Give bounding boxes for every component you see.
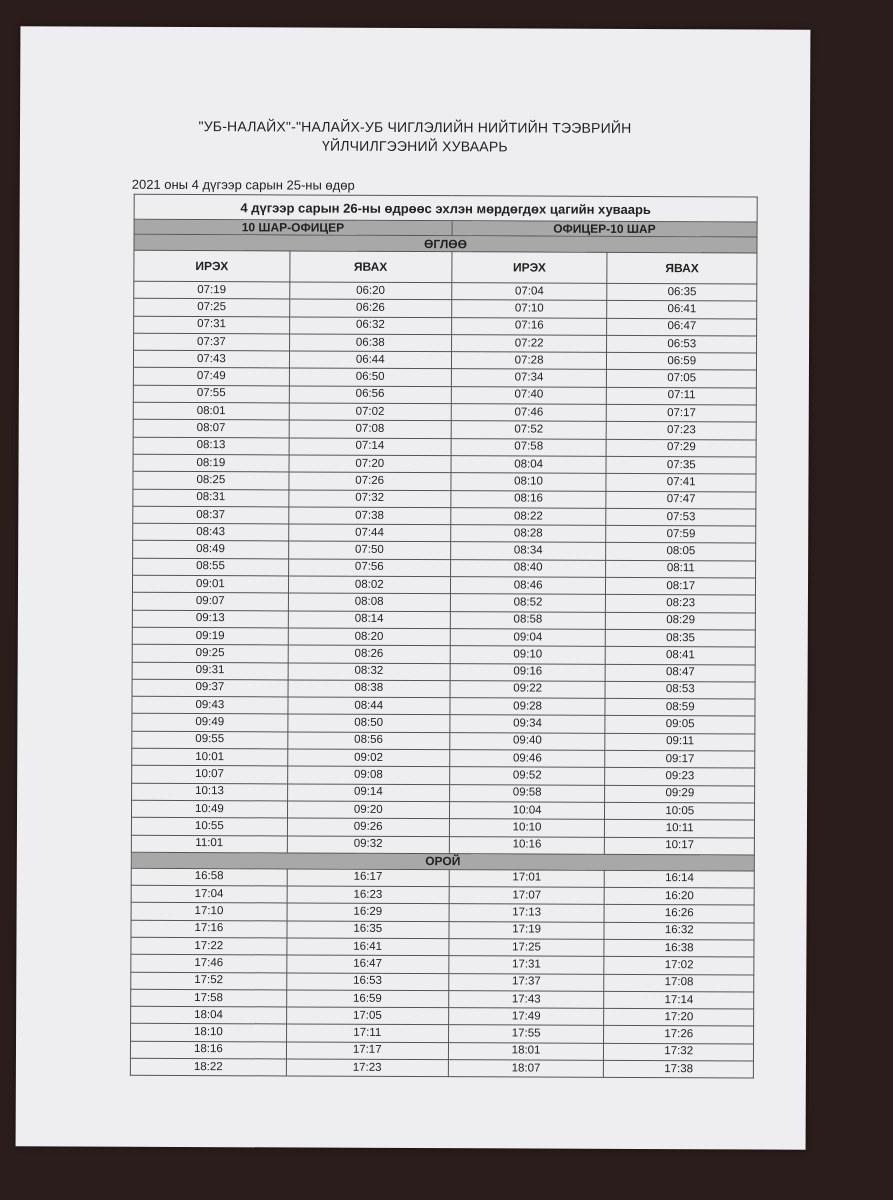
time-cell-depart-right: 06:41	[607, 301, 757, 319]
time-cell-depart-left: 09:32	[287, 835, 449, 853]
time-cell-arrive-right: 07:40	[451, 386, 607, 404]
time-cell-arrive-right: 17:55	[448, 1025, 604, 1043]
time-cell-depart-right: 07:11	[607, 387, 757, 405]
time-cell-depart-right: 16:20	[605, 887, 755, 905]
time-cell-depart-left: 16:59	[286, 990, 448, 1008]
time-cell-depart-left: 09:08	[287, 766, 449, 784]
time-cell-arrive-left: 09:55	[132, 731, 288, 749]
time-cell-depart-right: 07:53	[606, 508, 756, 526]
time-cell-depart-left: 06:26	[289, 299, 451, 317]
time-cell-arrive-right: 07:22	[451, 335, 607, 353]
time-cell-depart-right: 07:41	[606, 474, 756, 492]
time-cell-depart-right: 17:14	[604, 991, 754, 1009]
time-cell-arrive-left: 08:37	[133, 506, 289, 524]
time-cell-arrive-left: 07:19	[134, 281, 290, 299]
time-cell-depart-left: 17:11	[286, 1024, 448, 1042]
time-cell-depart-right: 09:11	[605, 733, 755, 751]
time-cell-depart-left: 07:08	[289, 420, 451, 438]
document-title	[20, 116, 810, 157]
time-cell-depart-left: 06:32	[289, 317, 451, 335]
time-cell-arrive-left: 10:49	[131, 800, 287, 818]
time-cell-arrive-right: 10:16	[449, 836, 605, 854]
time-cell-arrive-left: 07:49	[133, 368, 289, 386]
schedule-body	[130, 234, 757, 1078]
time-cell-depart-right: 06:47	[607, 318, 757, 336]
time-cell-depart-left: 16:29	[287, 903, 449, 921]
title-line-1: "УБ-НАЛАЙХ"-"НАЛАЙХ-УБ ЧИГЛЭЛИЙН НИЙТИЙН ТЭЭВРИЙН	[198, 118, 632, 136]
time-cell-depart-right: 07:59	[606, 525, 756, 543]
time-cell-arrive-right: 10:10	[449, 819, 605, 837]
time-cell-depart-left: 07:38	[289, 507, 451, 525]
time-cell-depart-right: 07:17	[607, 404, 757, 422]
date-line: 2021 оны 4 дүгээр сарын 25-ны өдөр	[131, 176, 355, 193]
time-cell-depart-left: 09:14	[287, 784, 449, 802]
time-cell-arrive-right: 17:19	[449, 921, 605, 939]
time-cell-arrive-right: 07:10	[451, 300, 607, 318]
time-cell-depart-left: 07:26	[289, 472, 451, 490]
time-cell-arrive-left: 07:55	[133, 385, 289, 403]
time-cell-depart-left: 06:50	[289, 368, 451, 386]
time-cell-arrive-left: 08:49	[133, 541, 289, 559]
time-cell-arrive-right: 07:28	[451, 352, 607, 370]
time-cell-arrive-right: 17:37	[448, 973, 604, 991]
time-cell-arrive-left: 11:01	[131, 835, 287, 853]
time-cell-depart-left: 16:47	[287, 955, 449, 973]
time-cell-arrive-right: 08:10	[451, 473, 607, 491]
time-cell-depart-right: 08:53	[605, 681, 755, 699]
time-cell-depart-right: 08:41	[606, 647, 756, 665]
time-cell-depart-right: 09:29	[605, 785, 755, 803]
time-cell-depart-right: 16:38	[604, 939, 754, 957]
time-cell-arrive-right: 17:07	[449, 887, 605, 905]
time-cell-depart-left: 06:20	[290, 282, 452, 300]
time-cell-depart-left: 16:17	[287, 869, 449, 887]
time-cell-depart-right: 16:14	[605, 870, 755, 888]
time-cell-arrive-right: 07:58	[451, 438, 607, 456]
time-cell-arrive-right: 09:10	[450, 646, 606, 664]
time-cell-depart-right: 06:35	[607, 283, 757, 301]
column-headers	[134, 250, 757, 284]
time-cell-depart-left: 08:14	[288, 611, 450, 629]
time-cell-arrive-right: 18:01	[448, 1042, 604, 1060]
time-cell-arrive-left: 07:25	[134, 299, 290, 317]
time-cell-depart-right: 07:47	[606, 491, 756, 509]
time-cell-depart-right: 09:17	[605, 750, 755, 768]
time-cell-arrive-right: 09:16	[450, 663, 606, 681]
time-cell-arrive-left: 09:19	[132, 627, 288, 645]
time-cell-arrive-left: 07:31	[134, 316, 290, 334]
time-cell-depart-left: 09:02	[287, 749, 449, 767]
time-cell-depart-right: 16:32	[604, 922, 754, 940]
time-cell-arrive-right: 08:58	[450, 611, 606, 629]
schedule-paper	[16, 26, 811, 1149]
time-cell-arrive-right: 09:46	[449, 750, 605, 768]
time-cell-arrive-left: 07:37	[134, 333, 290, 351]
title-line-2: ҮЙЛЧИЛГЭЭНИЙ ХУВААРЬ	[322, 137, 508, 155]
time-cell-depart-left: 07:02	[289, 403, 451, 421]
time-cell-arrive-right: 09:22	[450, 680, 606, 698]
time-cell-arrive-left: 08:13	[133, 437, 289, 455]
time-cell-arrive-right: 09:58	[449, 784, 605, 802]
time-cell-arrive-left: 08:43	[133, 523, 289, 541]
col-depart-right: ЯВАХ	[607, 252, 757, 284]
time-cell-depart-left: 17:17	[286, 1042, 448, 1060]
time-cell-arrive-left: 09:37	[132, 679, 288, 697]
time-cell-depart-left: 07:32	[289, 490, 451, 508]
time-cell-arrive-left: 08:25	[133, 472, 289, 490]
time-cell-depart-right: 06:59	[607, 353, 757, 371]
section-evening: ОРОЙ	[131, 852, 754, 871]
time-cell-depart-left: 08:02	[288, 576, 450, 594]
col-depart-left: ЯВАХ	[290, 251, 452, 283]
time-cell-arrive-left: 10:01	[132, 748, 288, 766]
time-cell-depart-left: 08:26	[288, 645, 450, 663]
time-cell-arrive-left: 17:46	[131, 955, 287, 973]
time-cell-arrive-right: 08:22	[450, 508, 606, 526]
time-cell-arrive-right: 09:28	[450, 698, 606, 716]
time-cell-arrive-right: 08:16	[451, 490, 607, 508]
time-cell-depart-left: 08:32	[288, 662, 450, 680]
time-cell-depart-left: 07:44	[288, 524, 450, 542]
time-cell-arrive-right: 18:07	[448, 1060, 604, 1078]
time-cell-arrive-right: 17:13	[449, 904, 605, 922]
time-cell-arrive-right: 09:34	[450, 715, 606, 733]
time-cell-depart-left: 08:56	[288, 732, 450, 750]
time-cell-arrive-right: 07:52	[451, 421, 607, 439]
time-cell-arrive-right: 07:46	[451, 404, 607, 422]
time-cell-depart-right: 10:11	[605, 820, 755, 838]
time-cell-arrive-left: 18:22	[130, 1058, 286, 1076]
time-cell-depart-right: 08:17	[606, 577, 756, 595]
time-cell-arrive-left: 08:07	[133, 420, 289, 438]
time-cell-depart-right: 17:08	[604, 974, 754, 992]
time-cell-depart-left: 08:20	[288, 628, 450, 646]
direction-right: ОФИЦЕР-10 ШАР	[452, 221, 757, 237]
time-cell-depart-right: 08:11	[606, 560, 756, 578]
time-cell-depart-right: 08:59	[605, 698, 755, 716]
time-cell-arrive-left: 10:13	[132, 783, 288, 801]
time-cell-depart-right: 07:29	[607, 439, 757, 457]
time-cell-depart-left: 08:08	[288, 593, 450, 611]
time-cell-arrive-left: 09:43	[132, 696, 288, 714]
time-cell-depart-left: 09:20	[287, 801, 449, 819]
time-cell-arrive-left: 18:10	[131, 1024, 287, 1042]
time-cell-depart-left: 16:35	[287, 921, 449, 939]
time-cell-arrive-left: 08:31	[133, 489, 289, 507]
time-cell-arrive-left: 09:07	[132, 593, 288, 611]
time-cell-arrive-right: 17:43	[448, 991, 604, 1009]
time-cell-arrive-right: 08:52	[450, 594, 606, 612]
col-arrive-left: ИРЭХ	[134, 250, 290, 282]
time-cell-depart-left: 17:05	[286, 1007, 448, 1025]
time-cell-arrive-right: 07:04	[451, 283, 607, 301]
time-cell-depart-right: 08:47	[606, 664, 756, 682]
time-cell-arrive-left: 08:55	[133, 558, 289, 576]
time-cell-depart-left: 08:44	[288, 697, 450, 715]
time-cell-arrive-left: 09:13	[132, 610, 288, 628]
schedule-table	[130, 194, 758, 1079]
time-cell-arrive-left: 09:01	[132, 575, 288, 593]
time-cell-arrive-left: 18:16	[130, 1041, 286, 1059]
time-cell-arrive-left: 07:43	[133, 350, 289, 368]
time-cell-arrive-left: 17:10	[131, 903, 287, 921]
time-cell-depart-left: 07:56	[288, 559, 450, 577]
time-cell-arrive-left: 17:04	[131, 885, 287, 903]
time-cell-arrive-right: 10:04	[449, 802, 605, 820]
time-cell-depart-right: 17:32	[604, 1043, 754, 1061]
time-cell-depart-right: 07:23	[607, 422, 757, 440]
time-cell-depart-left: 07:14	[289, 438, 451, 456]
time-cell-depart-left: 07:20	[289, 455, 451, 473]
time-cell-depart-left: 06:56	[289, 386, 451, 404]
time-cell-depart-left: 16:41	[287, 938, 449, 956]
time-cell-arrive-left: 09:31	[132, 662, 288, 680]
time-cell-arrive-right: 08:34	[450, 542, 606, 560]
time-cell-depart-right: 09:05	[605, 716, 755, 734]
table-row	[130, 1058, 753, 1078]
time-cell-arrive-left: 17:16	[131, 920, 287, 938]
time-cell-arrive-right: 17:01	[449, 869, 605, 887]
direction-left: 10 ШАР-ОФИЦЕР	[134, 219, 452, 235]
time-cell-arrive-right: 08:40	[450, 559, 606, 577]
time-cell-depart-right: 17:02	[604, 957, 754, 975]
time-cell-depart-right: 08:35	[606, 629, 756, 647]
time-cell-depart-left: 06:38	[289, 334, 451, 352]
time-cell-depart-right: 09:23	[605, 768, 755, 786]
time-cell-depart-left: 09:26	[287, 818, 449, 836]
time-cell-arrive-left: 17:58	[131, 989, 287, 1007]
col-arrive-right: ИРЭХ	[452, 252, 608, 284]
time-cell-depart-left: 16:53	[286, 973, 448, 991]
time-cell-depart-right: 08:29	[606, 612, 756, 630]
time-cell-depart-right: 07:35	[606, 456, 756, 474]
time-cell-depart-right: 08:23	[606, 595, 756, 613]
time-cell-arrive-right: 09:52	[449, 767, 605, 785]
time-cell-arrive-left: 18:04	[131, 1006, 287, 1024]
time-cell-depart-right: 07:05	[607, 370, 757, 388]
time-cell-arrive-right: 09:04	[450, 629, 606, 647]
time-cell-depart-right: 10:17	[605, 837, 755, 855]
time-cell-depart-left: 07:50	[288, 541, 450, 559]
time-cell-depart-left: 08:50	[288, 714, 450, 732]
time-cell-arrive-left: 10:55	[131, 817, 287, 835]
time-cell-arrive-right: 08:04	[451, 456, 607, 474]
time-cell-arrive-right: 17:31	[449, 956, 605, 974]
time-cell-depart-right: 17:38	[604, 1060, 754, 1078]
time-cell-depart-right: 06:53	[607, 335, 757, 353]
time-cell-depart-right: 17:26	[604, 1026, 754, 1044]
time-cell-arrive-left: 10:07	[132, 766, 288, 784]
time-cell-arrive-left: 09:49	[132, 714, 288, 732]
time-cell-arrive-left: 17:22	[131, 937, 287, 955]
time-cell-depart-right: 17:20	[604, 1009, 754, 1027]
time-cell-depart-left: 08:38	[288, 680, 450, 698]
time-cell-arrive-left: 08:01	[133, 402, 289, 420]
time-cell-arrive-right: 09:40	[450, 732, 606, 750]
time-cell-arrive-right: 07:16	[451, 317, 607, 335]
time-cell-depart-left: 17:23	[286, 1059, 448, 1077]
time-cell-depart-left: 16:23	[287, 886, 449, 904]
time-cell-depart-left: 06:44	[289, 351, 451, 369]
time-cell-depart-right: 08:05	[606, 543, 756, 561]
time-cell-arrive-right: 08:28	[450, 525, 606, 543]
time-cell-arrive-left: 08:19	[133, 454, 289, 472]
time-cell-arrive-left: 16:58	[131, 868, 287, 886]
time-cell-depart-right: 10:05	[605, 802, 755, 820]
time-cell-arrive-right: 17:25	[449, 939, 605, 957]
time-cell-arrive-right: 07:34	[451, 369, 607, 387]
time-cell-depart-right: 16:26	[605, 905, 755, 923]
table-header: 4 дүгээр сарын 26-ны өдрөөс эхлэн мөрдөгдөх цагийн хуваарь	[134, 194, 757, 222]
time-cell-arrive-left: 17:52	[131, 972, 287, 990]
time-cell-arrive-left: 09:25	[132, 645, 288, 663]
section-morning: ӨГЛӨӨ	[134, 234, 757, 253]
time-cell-arrive-right: 17:49	[448, 1008, 604, 1026]
time-cell-arrive-right: 08:46	[450, 577, 606, 595]
